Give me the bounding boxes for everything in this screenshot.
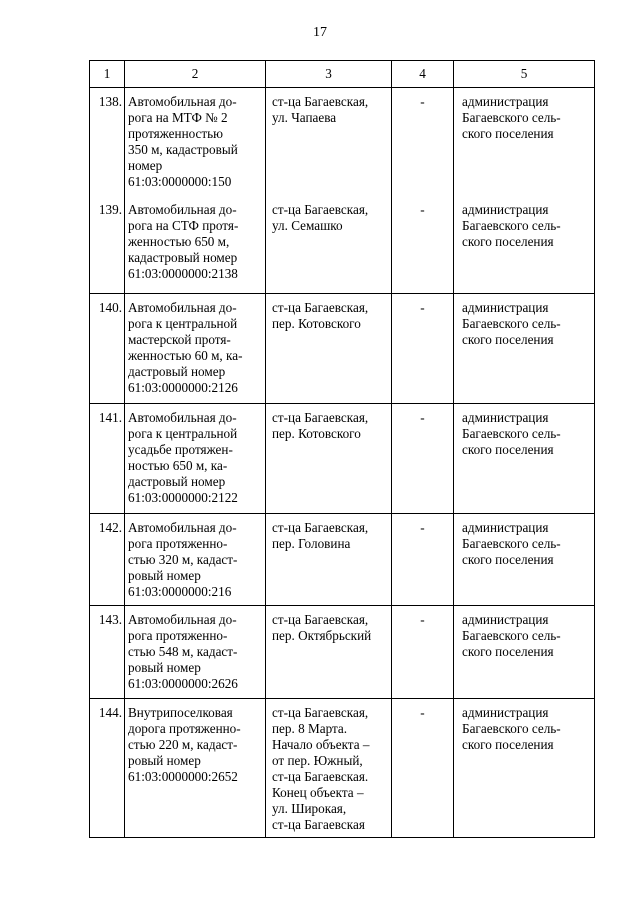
object-address-line: ст-ца Багаевская.	[272, 769, 369, 784]
object-owner-line: администрация	[462, 410, 549, 425]
object-name	[125, 88, 266, 196]
object-address-line: ст-ца Багаевская,	[272, 300, 369, 315]
object-owner-line: Багаевского сель-	[462, 426, 561, 441]
object-address-line: от пер. Южный,	[272, 753, 363, 768]
object-address-line: ст-ца Багаевская,	[272, 612, 369, 627]
object-address-line: пер. Котовского	[272, 316, 361, 331]
table-row	[90, 196, 595, 294]
table-row	[90, 404, 595, 514]
object-owner	[454, 404, 595, 514]
object-owner-line: администрация	[462, 201, 549, 217]
object-owner-line: Багаевского сель-	[462, 721, 561, 736]
col4-value: -	[392, 196, 454, 294]
object-name-line: ровый номер	[128, 568, 201, 583]
object-owner-line: Багаевского сель-	[462, 316, 561, 331]
object-owner-line: администрация	[462, 612, 549, 627]
object-owner	[454, 196, 595, 294]
object-name-line: ностью 650 м, ка-	[128, 458, 228, 473]
object-name-line: Внутрипоселковая	[128, 705, 233, 720]
object-owner-line: администрация	[462, 520, 549, 535]
object-address-line: ул. Чапаева	[272, 110, 337, 125]
object-address-line: пер. Котовского	[272, 426, 361, 441]
object-address-line: ст-ца Багаевская	[272, 817, 365, 832]
object-owner-line: ского поселения	[462, 233, 554, 249]
row-number: 141.	[90, 404, 125, 514]
object-name-line: стью 548 м, кадаст-	[128, 644, 238, 659]
object-name-line: номер	[128, 158, 163, 173]
object-name-line: кадастровый номер	[128, 249, 238, 265]
object-name	[125, 606, 266, 699]
object-name	[125, 514, 266, 606]
object-address-line: пер. Октябрьский	[272, 628, 372, 643]
object-name	[125, 404, 266, 514]
object-address-line: ул. Широкая,	[272, 801, 347, 816]
object-name-line: рога на СТФ протя-	[128, 217, 239, 233]
object-owner-line: ского поселения	[462, 332, 554, 347]
object-address-line: ст-ца Багаевская,	[272, 201, 369, 217]
object-address-line: пер. Головина	[272, 536, 351, 551]
object-name-line: ровый номер	[128, 753, 201, 768]
table-row	[90, 88, 595, 196]
object-owner-line: ского поселения	[462, 552, 554, 567]
object-address-line: Начало объекта –	[272, 737, 370, 752]
object-owner	[454, 294, 595, 404]
object-name-line: рога протяженно-	[128, 536, 228, 551]
object-address	[266, 196, 392, 294]
table-row	[90, 606, 595, 699]
object-owner	[454, 514, 595, 606]
object-name-line: 350 м, кадастровый	[128, 142, 238, 157]
object-name-line: Автомобильная до-	[128, 300, 237, 315]
row-number: 144.	[90, 699, 125, 838]
object-name-line: Автомобильная до-	[128, 410, 237, 425]
object-owner-line: ского поселения	[462, 737, 554, 752]
object-name-line: женностью 650 м,	[128, 233, 230, 249]
object-name-line: 61:03:0000000:2626	[128, 676, 238, 691]
row-number: 143.	[90, 606, 125, 699]
object-name-line: Автомобильная до-	[128, 520, 237, 535]
object-name-line: протяженностью	[128, 126, 224, 141]
object-owner-line: Багаевского сель-	[462, 110, 561, 125]
table-header-row	[90, 61, 595, 88]
row-number: 138.	[90, 88, 125, 196]
object-name-line: рога к центральной	[128, 426, 238, 441]
object-name-line: рога протяженно-	[128, 628, 228, 643]
row-number: 142.	[90, 514, 125, 606]
object-address-line: ул. Семашко	[272, 217, 343, 233]
object-name-line: 61:03:0000000:2126	[128, 380, 238, 395]
object-name-line: 61:03:0000000:2138	[128, 265, 238, 281]
object-address	[266, 699, 392, 838]
col4-value: -	[392, 699, 454, 838]
object-name	[125, 196, 266, 294]
object-address	[266, 88, 392, 196]
object-name-line: дастровый номер	[128, 474, 226, 489]
object-address-line: ст-ца Багаевская,	[272, 410, 369, 425]
object-address-line: Конец объекта –	[272, 785, 364, 800]
col4-value: -	[392, 606, 454, 699]
object-address-line: пер. 8 Марта.	[272, 721, 348, 736]
object-owner-line: администрация	[462, 94, 549, 109]
header-cell-2: 2	[125, 61, 266, 88]
object-owner-line: ского поселения	[462, 126, 554, 141]
page-number: 17	[313, 25, 327, 40]
object-owner-line: Багаевского сель-	[462, 628, 561, 643]
object-owner-line: администрация	[462, 300, 549, 315]
object-name-line: 61:03:0000000:2652	[128, 769, 238, 784]
object-address	[266, 606, 392, 699]
object-name-line: женностью 60 м, ка-	[128, 348, 243, 363]
object-owner-line: Багаевского сель-	[462, 217, 561, 233]
object-address-line: ст-ца Багаевская,	[272, 705, 369, 720]
object-owner-line: ского поселения	[462, 442, 554, 457]
col4-value: -	[392, 294, 454, 404]
object-owner	[454, 88, 595, 196]
object-name-line: Автомобильная до-	[128, 201, 237, 217]
row-number: 139.	[90, 196, 125, 294]
object-address	[266, 514, 392, 606]
object-name-line: Автомобильная до-	[128, 94, 237, 109]
object-address	[266, 404, 392, 514]
object-owner-line: администрация	[462, 705, 549, 720]
header-cell-1: 1	[90, 61, 125, 88]
col4-value: -	[392, 514, 454, 606]
object-name	[125, 294, 266, 404]
object-owner	[454, 699, 595, 838]
col4-value: -	[392, 404, 454, 514]
object-name-line: стью 320 м, кадаст-	[128, 552, 238, 567]
register-table	[89, 60, 595, 838]
object-name-line: рога на МТФ № 2	[128, 110, 228, 125]
object-name	[125, 699, 266, 838]
object-name-line: 61:03:0000000:2122	[128, 490, 238, 505]
table-row	[90, 294, 595, 404]
object-owner-line: ского поселения	[462, 644, 554, 659]
object-name-line: Автомобильная до-	[128, 612, 237, 627]
header-cell-5: 5	[454, 61, 595, 88]
object-owner-line: Багаевского сель-	[462, 536, 561, 551]
table-row	[90, 699, 595, 838]
object-address-line: ст-ца Багаевская,	[272, 94, 369, 109]
col4-value: -	[392, 88, 454, 196]
object-name-line: рога к центральной	[128, 316, 238, 331]
row-number: 140.	[90, 294, 125, 404]
object-name-line: мастерской протя-	[128, 332, 231, 347]
object-address-line: ст-ца Багаевская,	[272, 520, 369, 535]
object-name-line: усадьбе протяжен-	[128, 442, 233, 457]
object-name-line: 61:03:0000000:216	[128, 584, 232, 599]
object-owner	[454, 606, 595, 699]
object-name-line: дастровый номер	[128, 364, 226, 379]
table-row	[90, 514, 595, 606]
header-cell-4: 4	[392, 61, 454, 88]
object-name-line: ровый номер	[128, 660, 201, 675]
object-name-line: стью 220 м, кадаст-	[128, 737, 238, 752]
object-address	[266, 294, 392, 404]
object-name-line: 61:03:0000000:150	[128, 174, 232, 189]
object-name-line: дорога протяженно-	[128, 721, 241, 736]
header-cell-3: 3	[266, 61, 392, 88]
